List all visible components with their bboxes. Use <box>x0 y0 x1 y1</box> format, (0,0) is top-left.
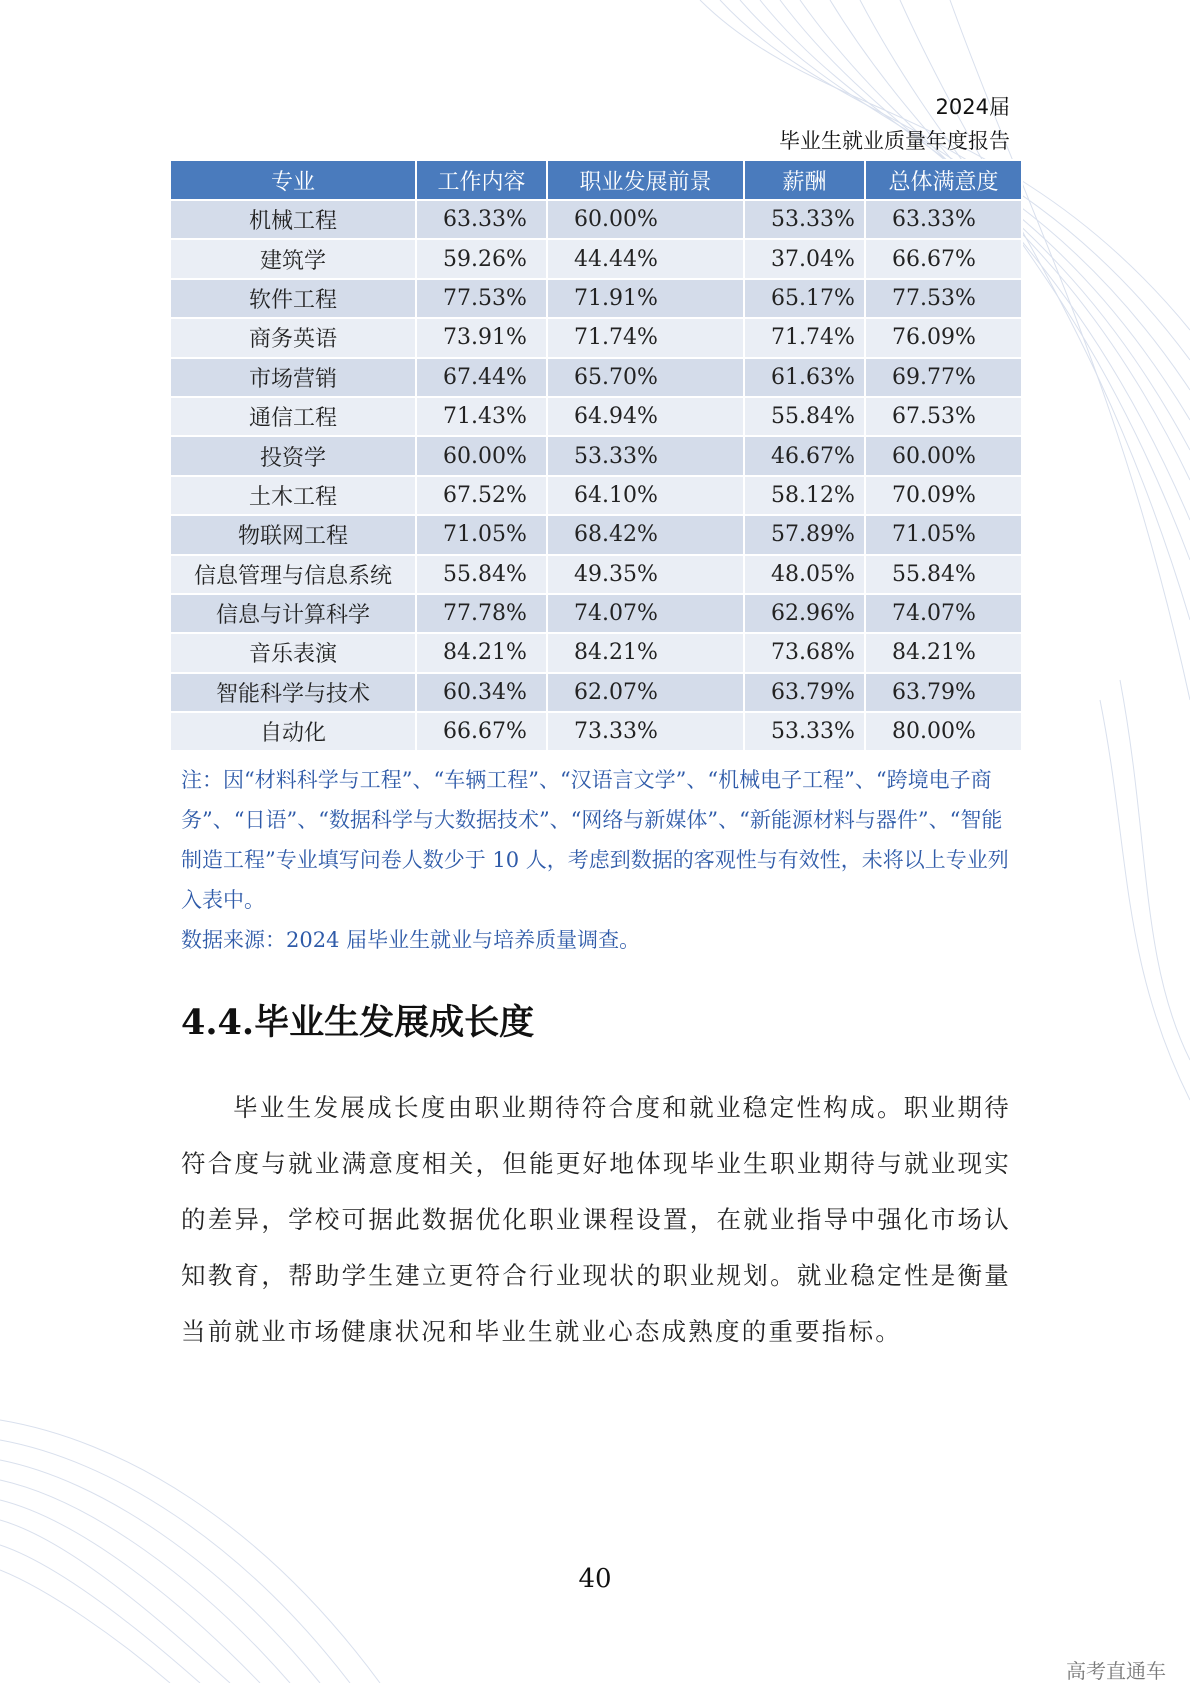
cell-value: 84.21% <box>547 633 744 672</box>
cell-value: 65.17% <box>744 279 865 318</box>
cell-value: 67.52% <box>416 476 547 515</box>
section-title: 4.4.毕业生发展成长度 <box>181 1002 535 1043</box>
cell-value: 74.07% <box>547 594 744 633</box>
cell-value: 53.33% <box>744 712 865 751</box>
cell-major: 投资学 <box>170 436 416 475</box>
table-row <box>170 397 1022 436</box>
note-text: 注：因“材料科学与工程”、“车辆工程”、“汉语言文学”、“机械电子工程”、“跨境电子商务”、“日语”、“数据科学与大数据技术”、“网络与新媒体”、“新能源材料与器件”、“智能制造工程”专业填写问卷人数少于 10 人，考虑到数据的客观性与有效性，未将以上专业列入表中。 <box>181 768 1009 912</box>
cell-value: 58.12% <box>744 476 865 515</box>
cell-value: 60.34% <box>416 673 547 712</box>
cell-value: 63.33% <box>416 200 547 239</box>
column-header-overall-satisfaction: 总体满意度 <box>865 160 1022 200</box>
cell-major: 软件工程 <box>170 279 416 318</box>
table-row <box>170 633 1022 672</box>
cell-major: 市场营销 <box>170 358 416 397</box>
cell-value: 63.79% <box>865 673 1022 712</box>
cell-value: 66.67% <box>416 712 547 751</box>
report-header <box>779 90 1010 158</box>
cell-value: 73.68% <box>744 633 865 672</box>
page-number: 40 <box>578 1564 612 1594</box>
cell-value: 67.44% <box>416 358 547 397</box>
table-row <box>170 594 1022 633</box>
cell-value: 63.79% <box>744 673 865 712</box>
column-header-work-content: 工作内容 <box>416 160 547 200</box>
cell-value: 64.94% <box>547 397 744 436</box>
cell-value: 59.26% <box>416 239 547 278</box>
cell-value: 60.00% <box>547 200 744 239</box>
cell-major: 物联网工程 <box>170 515 416 554</box>
cell-value: 66.67% <box>865 239 1022 278</box>
column-header-major: 专业 <box>170 160 416 200</box>
cell-value: 77.78% <box>416 594 547 633</box>
cell-value: 60.00% <box>416 436 547 475</box>
cell-value: 68.42% <box>547 515 744 554</box>
table-row <box>170 476 1022 515</box>
cell-value: 71.05% <box>865 515 1022 554</box>
cell-value: 76.09% <box>865 318 1022 357</box>
cell-value: 46.67% <box>744 436 865 475</box>
cell-major: 音乐表演 <box>170 633 416 672</box>
cell-value: 71.43% <box>416 397 547 436</box>
satisfaction-table <box>169 159 1023 752</box>
cell-value: 71.74% <box>744 318 865 357</box>
cell-value: 55.84% <box>416 555 547 594</box>
cell-value: 53.33% <box>547 436 744 475</box>
table-row <box>170 358 1022 397</box>
table-row <box>170 436 1022 475</box>
cell-value: 70.09% <box>865 476 1022 515</box>
cell-major: 建筑学 <box>170 239 416 278</box>
cell-major: 信息与计算科学 <box>170 594 416 633</box>
cell-value: 84.21% <box>416 633 547 672</box>
header-year: 2024届 <box>935 95 1010 119</box>
cell-value: 71.91% <box>547 279 744 318</box>
table-body <box>170 200 1022 751</box>
cell-major: 智能科学与技术 <box>170 673 416 712</box>
cell-value: 64.10% <box>547 476 744 515</box>
cell-value: 77.53% <box>865 279 1022 318</box>
cell-major: 土木工程 <box>170 476 416 515</box>
cell-major: 商务英语 <box>170 318 416 357</box>
column-header-career-prospect: 职业发展前景 <box>547 160 744 200</box>
column-header-salary: 薪酬 <box>744 160 865 200</box>
cell-value: 74.07% <box>865 594 1022 633</box>
cell-value: 37.04% <box>744 239 865 278</box>
table-row <box>170 318 1022 357</box>
cell-value: 53.33% <box>744 200 865 239</box>
table-row <box>170 712 1022 751</box>
cell-value: 48.05% <box>744 555 865 594</box>
data-source: 数据来源：2024 届毕业生就业与培养质量调查。 <box>181 928 641 952</box>
table-row <box>170 673 1022 712</box>
cell-major: 机械工程 <box>170 200 416 239</box>
watermark: 高考直通车 <box>1066 1659 1166 1683</box>
cell-value: 55.84% <box>865 555 1022 594</box>
header-title: 毕业生就业质量年度报告 <box>779 129 1010 153</box>
cell-value: 44.44% <box>547 239 744 278</box>
cell-value: 57.89% <box>744 515 865 554</box>
cell-value: 69.77% <box>865 358 1022 397</box>
cell-value: 60.00% <box>865 436 1022 475</box>
cell-value: 65.70% <box>547 358 744 397</box>
table-row <box>170 515 1022 554</box>
table-row <box>170 279 1022 318</box>
cell-value: 62.07% <box>547 673 744 712</box>
table-row <box>170 555 1022 594</box>
cell-value: 62.96% <box>744 594 865 633</box>
section-body: 毕业生发展成长度由职业期待符合度和就业稳定性构成。职业期待符合度与就业满意度相关，但能更好地体现毕业生职业期待与就业现实的差异，学校可据此数据优化职业课程设置，在就业指导中强化市场认知教育，帮助学生建立更符合行业现状的职业规划。就业稳定性是衡量当前就业市场健康状况和毕业生就业心态成熟度的重要指标。 <box>181 1093 1011 1346</box>
table-row <box>170 239 1022 278</box>
table-note <box>181 760 1011 960</box>
table-row <box>170 200 1022 239</box>
cell-value: 84.21% <box>865 633 1022 672</box>
cell-value: 49.35% <box>547 555 744 594</box>
cell-value: 73.91% <box>416 318 547 357</box>
cell-value: 80.00% <box>865 712 1022 751</box>
cell-major: 通信工程 <box>170 397 416 436</box>
cell-value: 77.53% <box>416 279 547 318</box>
cell-value: 71.05% <box>416 515 547 554</box>
cell-value: 63.33% <box>865 200 1022 239</box>
cell-value: 67.53% <box>865 397 1022 436</box>
cell-major: 信息管理与信息系统 <box>170 555 416 594</box>
cell-value: 55.84% <box>744 397 865 436</box>
table-header-row <box>170 160 1022 200</box>
cell-major: 自动化 <box>170 712 416 751</box>
cell-value: 61.63% <box>744 358 865 397</box>
cell-value: 73.33% <box>547 712 744 751</box>
cell-value: 71.74% <box>547 318 744 357</box>
